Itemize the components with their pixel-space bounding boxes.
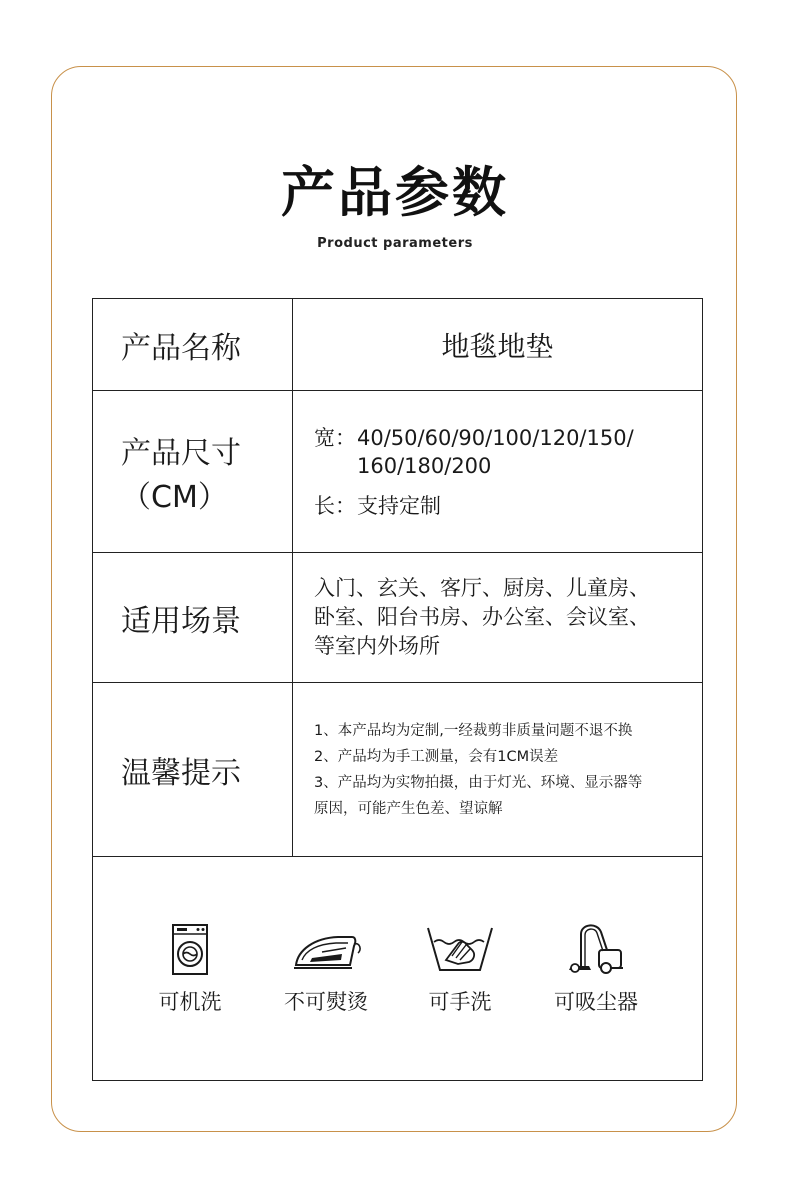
iron-icon [286,920,366,980]
width-line [314,424,702,480]
care-icons [93,857,702,1082]
scene-line: 卧室、阳台书房、办公室、会议室、 [314,605,650,629]
care-item-hand-wash [405,920,515,1016]
length-key: 长： [314,493,356,518]
care-label: 不可熨烫 [284,990,368,1014]
size-label-line1: 产品尺寸 [121,435,241,471]
size-value [293,391,702,552]
tip-line: 3、产品均为实物拍摄，由于灯光、环境、显示器等 [314,774,643,791]
tips-value [293,683,702,856]
length-line [314,490,702,520]
name-label: 产品名称 [93,299,293,390]
width-value-line2: 160/180/200 [357,453,492,478]
washing-machine-icon [160,920,220,980]
name-value-text: 地毯地垫 [441,329,554,363]
length-value: 支持定制 [357,493,441,518]
width-value-line1: 40/50/60/90/100/120/150/ [357,425,634,450]
scene-value [293,553,702,682]
width-key: 宽： [314,425,356,450]
table-row-scene [93,553,702,683]
tip-line: 2、产品均为手工测量，会有1CM误差 [314,748,559,765]
page-title: 产品参数 [281,161,509,224]
table-row-size [93,391,702,553]
table-row-name [93,299,702,391]
scene-line: 等室内外场所 [314,634,440,658]
care-label: 可机洗 [158,990,222,1014]
care-item-no-iron [271,920,381,1016]
size-label [93,391,293,552]
tips-label: 温馨提示 [93,683,293,856]
vacuum-cleaner-icon [561,920,631,980]
care-label: 可吸尘器 [554,990,638,1014]
hand-wash-icon [422,920,498,980]
tip-line: 1、本产品均为定制,一经裁剪非质量问题不退不换 [314,722,633,739]
tip-line: 原因，可能产生色差、望谅解 [314,800,503,817]
care-item-vacuum [541,920,651,1016]
size-label-line2: （CM） [121,479,228,515]
width-value [357,424,634,480]
scene-label: 适用场景 [93,553,293,682]
scene-line: 入门、玄关、客厅、厨房、儿童房、 [314,576,650,600]
name-value [293,299,702,390]
care-item-machine-wash [135,920,245,1016]
table-row-care [93,857,702,1080]
parameter-table [92,298,703,1081]
table-row-tips [93,683,702,857]
page-subtitle: Product parameters [317,236,473,251]
care-label: 可手洗 [428,990,492,1014]
